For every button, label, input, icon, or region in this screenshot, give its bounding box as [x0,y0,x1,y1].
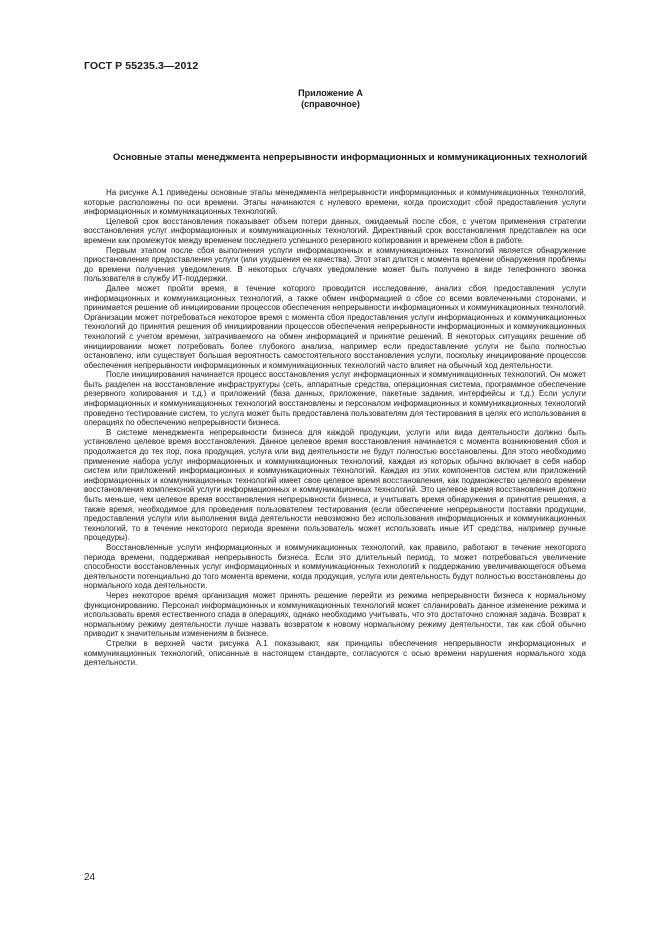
paragraph: Далее может пройти время, в течение которого проводится исследование, анализ сбоя предоставления услуги информационных и коммуникационных технологий, а также обмен информацией о сбое со всеми вовлеченными сторонами, и принимается решение об инициировании процессов обеспечения непрерывности информационных и коммуникационных технологий. Организации может потребоваться некоторое время с момента сбоя предоставления услуги информационных и коммуникационных технологий до принятия решения об инициировании процессов обеспечения непрерывности информационных и коммуникационных технологий с учетом времени, затрачиваемого на обмен информацией и принятие решений. В некоторых ситуациях решение об инициировании может потребовать более глубокого анализа, например если предоставление услуги не было полностью остановлено, или существует большая вероятность самостоятельного восстановления услуги, поскольку инициирование процессов обеспечения непрерывности информационных и коммуникационных технологий часто влияет на обычный ход деятельности. [84,283,586,370]
appendix-label: Приложение А [298,88,363,98]
paragraph: На рисунке А.1 приведены основные этапы менеджмента непрерывности информационных и коммуникационных технологий, которые расположены по оси времени. Этапы начинаются с нулевого времени, когда происходит сбой предоставления услуги информационных и коммуникационных технологий. [84,188,586,217]
paragraph: Через некоторое время организация может принять решение перейти из режима непрерывности бизнеса к нормальному функционированию. Персонал информационных и коммуникационных технологий может спланировать данное изменение режима и использовать время естественного спада в операциях, однако необходимо учитывать, что это достаточно сложная задача. Возврат к нормальному режиму деятельности лучше назвать возвратом к новому нормальному режиму деятельности, так как сбой обычно приводит к значительным изменениям в бизнесе. [84,590,586,639]
page-number: 24 [84,872,96,883]
body-text [84,188,586,668]
appendix-heading [0,88,661,110]
paragraph: В системе менеджмента непрерывности бизнеса для каждой продукции, услуги или вида деятельности должно быть установлено целевое время восстановления. Данное целевое время восстановления начинается с момента возникновения сбоя и продолжается до тех пор, пока продукция, услуга или вид деятельности не будут полностью восстановлены. Для этого необходимо применение набора услуг информационных и коммуникационных технологий, каждая из которых обычно включает в себя набор систем или приложений информационных и коммуникационных технологий. Каждая из этих компонентов систем или приложений информационных и коммуникационных технологий имеет свое целевое время восстановления, как подмножество целевого времени восстановления комплексной услуги информационных и коммуникационных технологий. Это целевое время восстановления должно быть меньше, чем целевое время восстановления непрерывности бизнеса, и учитывать время обнаружения и принятия решения, а также время, необходимое для проведения пользователем тестирования (если обеспечение непрерывности поставки продукции, предоставления услуги или выполнения вида деятельности невозможно без использования информационных и коммуникационных технологий, то в течение некоторого периода времени пользователь может использовать иные ИТ средства, например ручные процедуры). [84,427,586,543]
paragraph: Целевой срок восстановления показывает объем потери данных, ожидаемый после сбоя, с учетом применения стратегии восстановления услуг информационных и коммуникационных технологий. Директивный срок восстановления представлен на оси времени как промежуток между временем последнего успешного резервного копирования и временем сбоя в работе. [84,216,586,245]
paragraph: После инициирования начинается процесс восстановления услуг информационных и коммуникационных технологий. Он может быть разделен на восстановление инфраструктуры (сеть, аппаратные средства, операционная система, программное обеспечение резервного копирования и т.д.) и приложений (база данных, приложение, пакетные задания, интерфейсы и т.д.) Если услуги информационных и коммуникационных технологий восстановлены и персоналом информационных и коммуникационных технологий проведено тестирование систем, то услуга может быть предоставлена пользователям для тестирования в целях его использования в операциях по обеспечению непрерывности бизнеса. [84,370,586,428]
paragraph: Стрелки в верхней части рисунка А.1 показывают, как принципы обеспечения непрерывности информационных и коммуникационных технологий, описанные в настоящем стандарте, согласуются с осью времени нарушения нормального хода деятельности. [84,638,586,668]
appendix-type: (справочное) [301,99,360,109]
section-title: Основные этапы менеджмента непрерывности информационных и коммуникационных технологий [112,152,588,163]
paragraph: Первым этапом после сбоя выполнения услуги информационных и коммуникационных технологий является обнаружение приостановления предоставления услуги (или ухудшения ее качества). Этот этап длится с момента времени обнаружения проблемы до времени получения уведомления. В некоторых случаях уведомление может быть получено в виде телефонного звонка пользователя в службу ИТ-поддержки. [84,245,586,284]
standard-code: ГОСТ Р 55235.3—2012 [84,60,199,72]
paragraph: Восстановленные услуги информационных и коммуникационных технологий, как правило, работают в течение некоторого периода времени, поддерживая непрерывность бизнеса. Если это длительный период, то может потребоваться увеличение способности восстановленных услуг информационных и коммуникационных технологий к поддержанию увеличивающегося объема деятельности потенциально до того момента времени, когда продукция, услуга или деятельность будут полностью восстановлены до нормального хода деятельности. [84,542,586,591]
